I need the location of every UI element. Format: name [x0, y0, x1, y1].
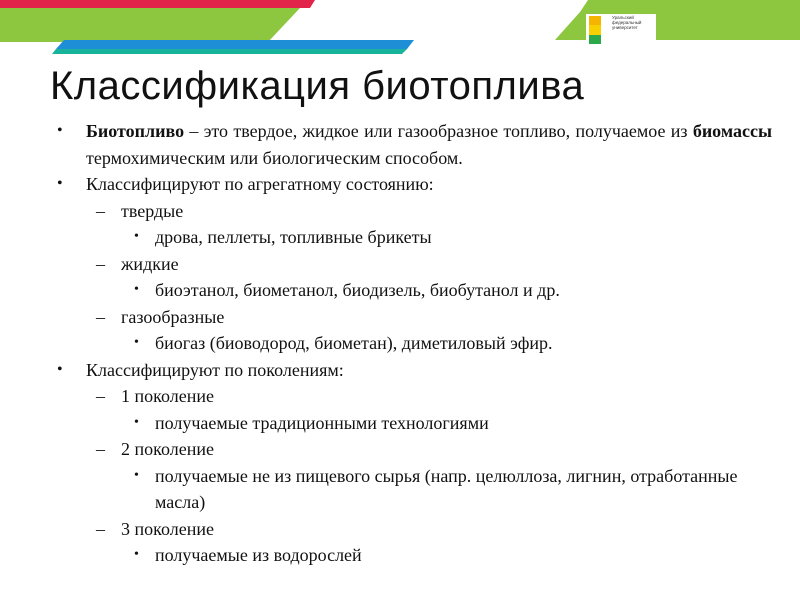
detail-text: получаемые из водорослей — [155, 545, 362, 565]
logo-text: Уральский федеральный университет — [612, 15, 642, 31]
detail-text: получаемые традиционными технологиями — [155, 412, 489, 433]
category-item — [0, 516, 800, 543]
header-teal-stripe — [52, 49, 407, 54]
dash-icon: – — [96, 253, 105, 274]
detail-item — [0, 277, 800, 304]
header-decoration — [0, 0, 800, 56]
detail-item — [0, 410, 800, 437]
dash-icon: – — [96, 386, 105, 406]
bullet-icon: • — [134, 467, 139, 483]
bullet-icon: • — [134, 547, 139, 562]
category-item — [0, 198, 800, 225]
dash-icon: – — [96, 439, 105, 459]
bullet-icon: • — [134, 414, 139, 430]
category-label: газообразные — [121, 306, 225, 327]
bullet-icon: • — [57, 360, 63, 378]
term-biofuel: Биотопливо — [86, 121, 185, 141]
category-label: твердые — [121, 200, 184, 221]
detail-item — [0, 330, 800, 357]
bullet-icon: • — [57, 175, 63, 192]
dash-icon: – — [96, 518, 105, 539]
definition-item — [0, 118, 800, 171]
detail-item — [0, 224, 800, 251]
category-label: 3 поколение — [121, 518, 214, 539]
category-label: 1 поколение — [121, 386, 214, 406]
definition-text-2: термохимическим или биологическим способом. — [86, 147, 463, 168]
category-label: 2 поколение — [121, 439, 214, 459]
classification-group — [0, 171, 800, 198]
classification-group — [0, 357, 800, 384]
definition-dash: – — [184, 121, 204, 141]
slide-body — [0, 118, 800, 569]
category-item — [0, 436, 800, 463]
slide-title: Классификация биотоплива — [50, 64, 585, 108]
detail-text: получаемые не из пищевого сырья (напр. целюллоза, лигнин, отработанные масла) — [155, 465, 738, 512]
detail-item — [0, 463, 800, 516]
category-item — [0, 251, 800, 278]
bullet-icon: • — [134, 282, 139, 297]
category-item — [0, 304, 800, 331]
detail-item — [0, 542, 800, 569]
detail-text: биогаз (биоводород, биометан), диметиловый эфир. — [155, 333, 553, 353]
group-label: Классифицируют по поколениям: — [86, 359, 344, 380]
dash-icon: – — [96, 200, 105, 221]
header-lime-stripe — [0, 8, 300, 42]
category-label: жидкие — [121, 253, 179, 274]
header-blue-stripe — [56, 40, 414, 49]
group-label: Классифицируют по агрегатному состоянию: — [86, 174, 434, 194]
term-biomass: биомассы — [692, 121, 773, 141]
bullet-icon: • — [57, 122, 63, 139]
bullet-icon: • — [134, 229, 139, 244]
detail-text: биоэтанол, биометанол, биодизель, биобутанол и др. — [155, 280, 560, 300]
definition-text-1: это твердое, жидкое или газообразное топливо, получаемое из — [203, 121, 693, 141]
dash-icon: – — [96, 306, 105, 327]
header-red-stripe — [0, 0, 315, 8]
category-item — [0, 383, 800, 410]
detail-text: дрова, пеллеты, топливные брикеты — [155, 227, 432, 247]
bullet-icon: • — [134, 335, 139, 350]
